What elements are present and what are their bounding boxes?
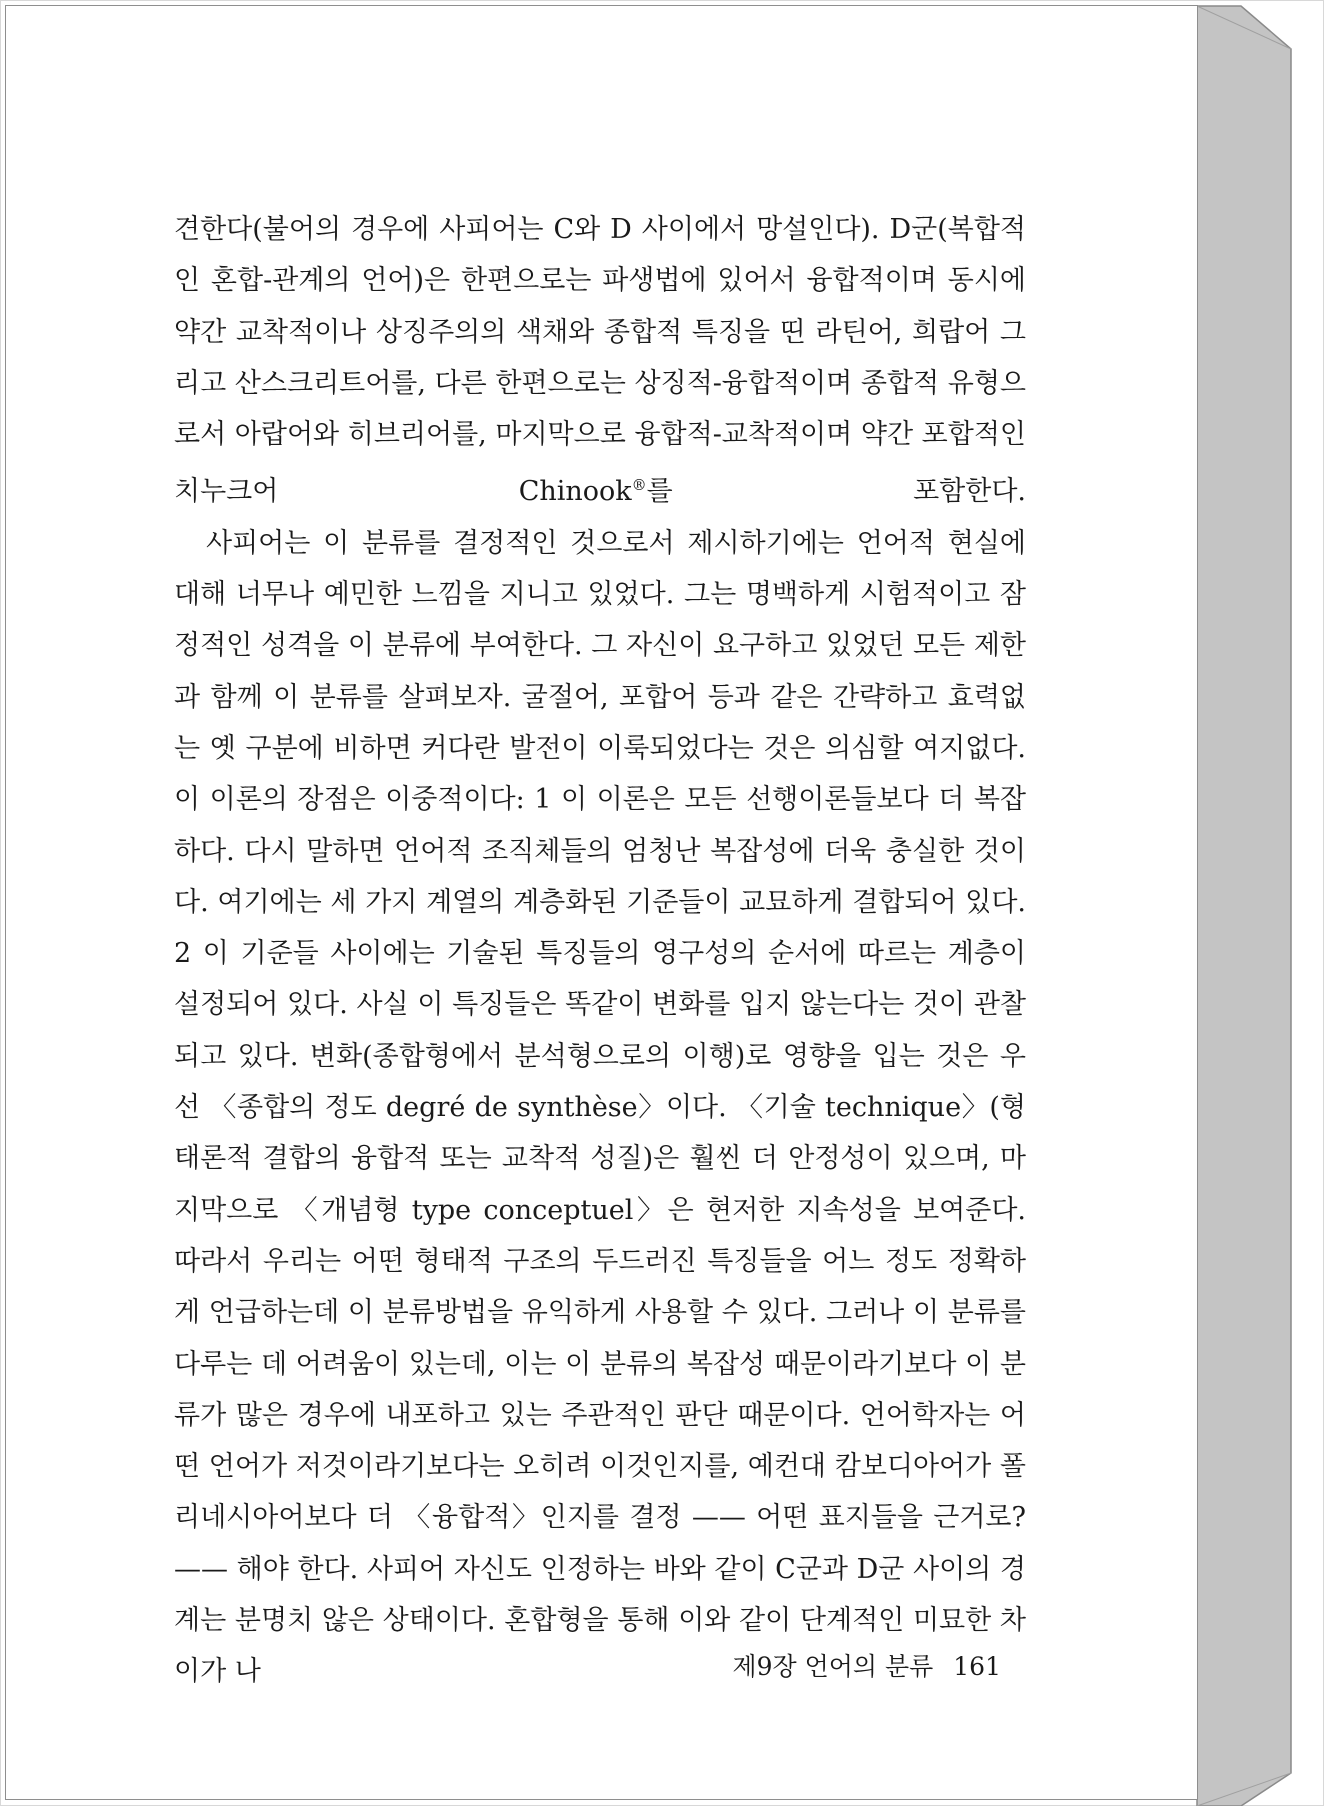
running-head-chapter: 제9장 언어의 분류	[732, 1652, 934, 1681]
page-footer	[701, 1647, 1001, 1683]
registered-mark: ®	[631, 476, 647, 495]
paragraph-1-text-end: 를 포함한다.	[646, 476, 1026, 508]
paragraph-2: 사피어는 이 분류를 결정적인 것으로서 제시하기에는 언어적 현실에 대해 너무나 예민한 느낌을 지니고 있었다. 그는 명백하게 시험적이고 잠정적인 성격을 이 분류에 부여한다. 그 자신이 요구하고 있었던 모든 제한과 함께 이 분류를 살펴보자. 굴절어, 포합어 등과 같은 간략하고 효력없는 옛 구분에 비하면 커다란 발전이 이룩되었다는 것은 의심할 여지없다. 이 이론의 장점은 이중적이다: 1 이 이론은 모든 선행이론들보다 더 복잡하다. 다시 말하면 언어적 조직체들의 엄청난 복잡성에 더욱 충실한 것이다. 여기에는 세 가지 계열의 계층화된 기준들이 교묘하게 결합되어 있다. 2 이 기준들 사이에는 기술된 특징들의 영구성의 순서에 따르는 계층이 설정되어 있다. 사실 이 특징들은 똑같이 변화를 입지 않는다는 것이 관찰되고 있다. 변화(종합형에서 분석형으로의 이행)로 영향을 입는 것은 우선 〈종합의 정도 degré de synthèse〉이다. 〈기술 technique〉(형태론적 결합의 융합적 또는 교착적 성질)은 훨씬 더 안정성이 있으며, 마지막으로 〈개념형 type conceptuel〉은 현저한 지속성을 보여준다. 따라서 우리는 어떤 형태적 구조의 두드러진 특징들을 어느 정도 정확하게 언급하는데 이 분류방법을 유익하게 사용할 수 있다. 그러나 이 분류를 다루는 데 어려움이 있는데, 이는 이 분류의 복잡성 때문이라기보다 이 분류가 많은 경우에 내포하고 있는 주관적인 판단 때문이다. 언어학자는 어떤 언어가 저것이라기보다는 오히려 이것인지를, 예컨대 캄보디아어가 폴리네시아어보다 더 〈융합적〉인지를 결정 —— 어떤 표지들을 근거로? —— 해야 한다. 사피어 자신도 인정하는 바와 같이 C군과 D군 사이의 경계는 분명치 않은 상태이다. 혼합형을 통해 이와 같이 단계적인 미묘한 차이가 나	[174, 527, 1026, 1688]
page-number: 161	[953, 1652, 1001, 1681]
paragraph-1	[174, 204, 1026, 518]
paragraph-1-text: 견한다(불어의 경우에 사피어는 C와 D 사이에서 망설인다). D군(복합적인 혼합-관계의 언어)은 한편으로는 파생법에 있어서 융합적이며 동시에 약간 교착적이나 상징주의의 색채와 종합적 특징을 띤 라틴어, 희랍어 그리고 산스크리트어를, 다른 한편으로는 상징적-융합적이며 종합적 유형으로서 아랍어와 히브리어를, 마지막으로 융합적-교착적이며 약간 포합적인 치누크어 Chinook	[174, 214, 1026, 508]
book-page	[5, 5, 1198, 1800]
body-text	[174, 204, 1026, 1698]
